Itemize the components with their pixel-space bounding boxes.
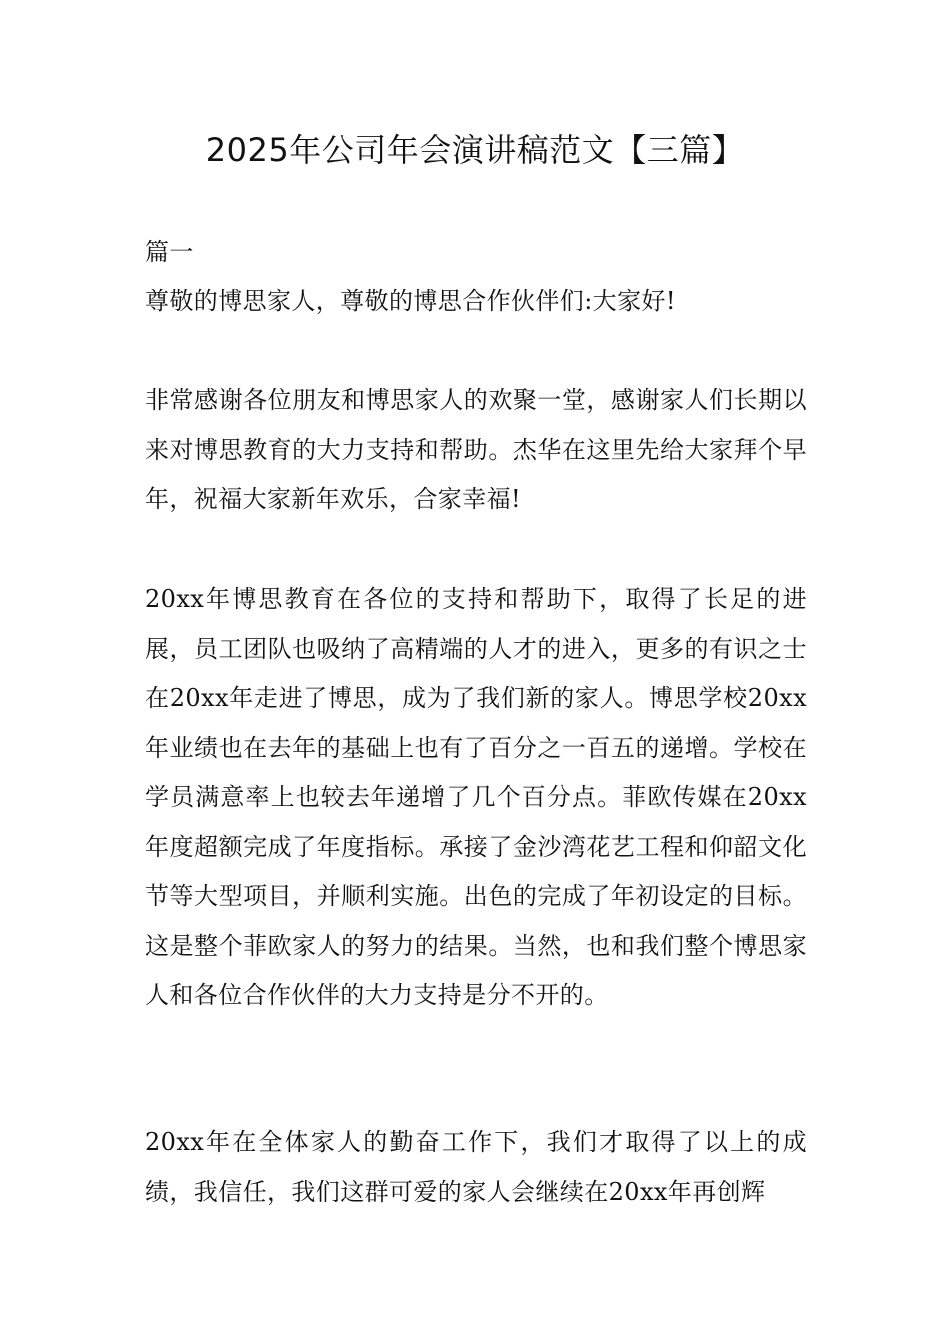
- section-label: 篇一: [145, 238, 194, 266]
- paragraph: 20xx年在全体家人的勤奋工作下，我们才取得了以上的成绩，我信任，我们这群可爱的家人会继续在20xx年再创辉: [145, 1128, 807, 1206]
- paragraph: 非常感谢各位朋友和博思家人的欢聚一堂，感谢家人们长期以来对博思教育的大力支持和帮助。杰华在这里先给大家拜个早年，祝福大家新年欢乐，合家幸福!: [145, 386, 807, 513]
- paragraph: 20xx年博思教育在各位的支持和帮助下，取得了长足的进展，员工团队也吸纳了高精端的人才的进入，更多的有识之士在20xx年走进了博思，成为了我们新的家人。博思学校20xx年业绩也在去年的基础上也有了百分之一百五的递增。学校在学员满意率上也较去年递增了几个百分点。菲欧传媒在20xx年度超额完成了年度指标。承接了金沙湾花艺工程和仰韶文化节等大型项目，并顺利实施。出色的完成了年初设定的目标。这是整个菲欧家人的努力的结果。当然，也和我们整个博思家人和各位合作伙伴的大力支持是分不开的。: [145, 585, 807, 1009]
- salutation: 尊敬的博思家人，尊敬的博思合作伙伴们:大家好!: [145, 287, 676, 315]
- document-title: 2025年公司年会演讲稿范文【三篇】: [205, 131, 745, 169]
